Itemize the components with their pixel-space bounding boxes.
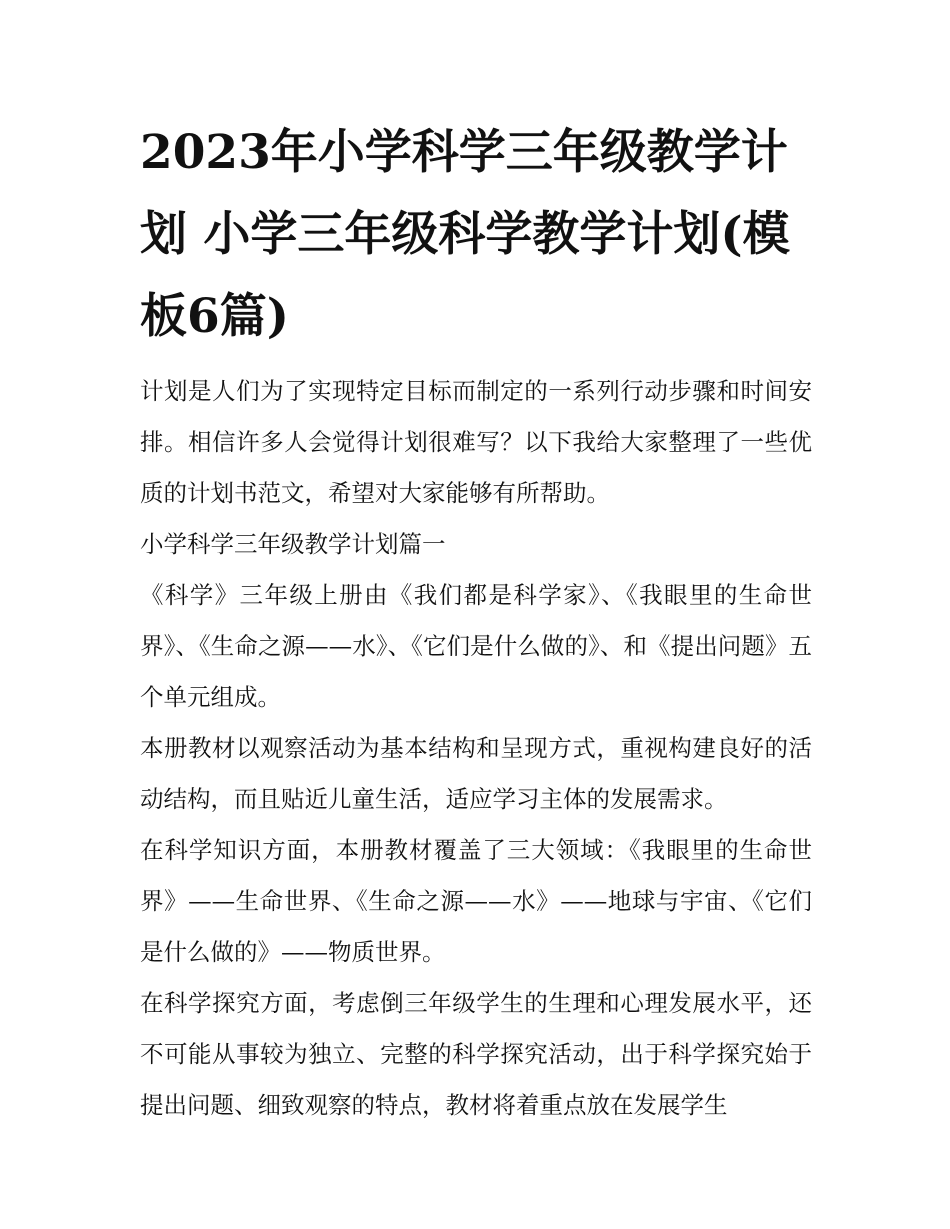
body-paragraph: 在科学知识方面，本册教材覆盖了三大领域：《我眼里的生命世界》——生命世界、《生命之源——水》——地球与宇宙、《它们是什么做的》——物质世界。 bbox=[140, 836, 812, 966]
document-body bbox=[140, 112, 812, 1131]
document-title: 2023年小学科学三年级教学计划 小学三年级科学教学计划(模板6篇) bbox=[140, 125, 790, 344]
body-paragraph: 《科学》三年级上册由《我们都是科学家》、《我眼里的生命世界》、《生命之源——水》、《它们是什么做的》、和《提出问题》五个单元组成。 bbox=[140, 581, 812, 711]
body-paragraph: 在科学探究方面，考虑倒三年级学生的生理和心理发展水平，还不可能从事较为独立、完整的科学探究活动，出于科学探究始于提出问题、细致观察的特点，教材将着重点放在发展学生 bbox=[140, 989, 812, 1119]
section-heading: 小学科学三年级教学计划篇一 bbox=[140, 530, 446, 558]
intro-paragraph: 计划是人们为了实现特定目标而制定的一系列行动步骤和时间安排。相信许多人会觉得计划很难写？以下我给大家整理了一些优质的计划书范文，希望对大家能够有所帮助。 bbox=[140, 377, 812, 507]
body-paragraph: 本册教材以观察活动为基本结构和呈现方式，重视构建良好的活动结构，而且贴近儿童生活，适应学习主体的发展需求。 bbox=[140, 734, 812, 813]
